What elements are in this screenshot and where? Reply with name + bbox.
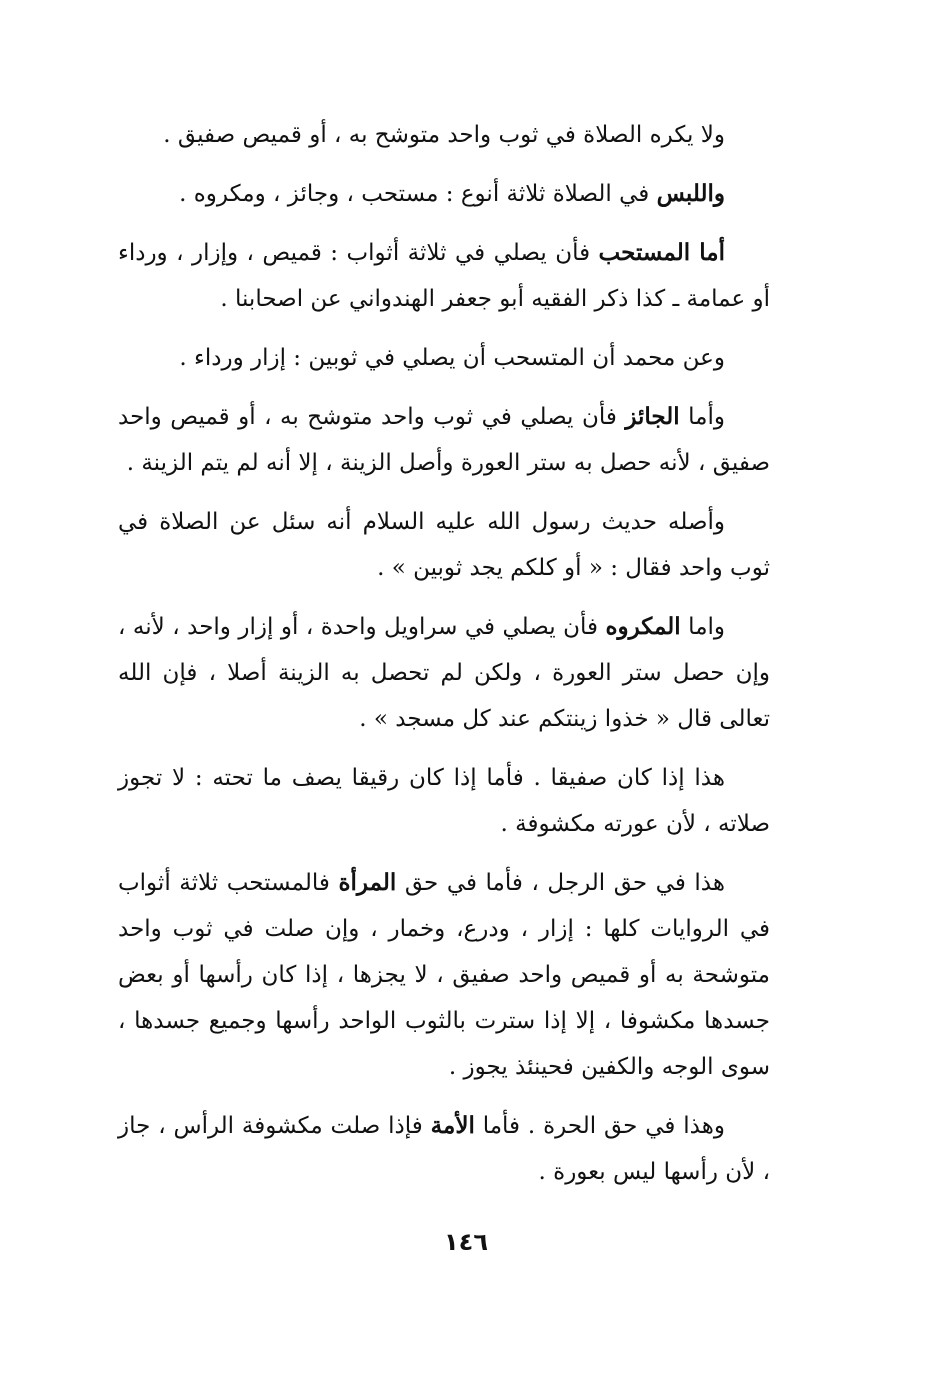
term-heading: واللبس [656,180,725,207]
paragraph-6: وأصله حديث رسول الله عليه السلام أنه سئل عن الصلاة في ثوب واحد فقال : « أو كلكم يجد ثوبين » . [118,509,770,581]
paragraph-9: هذا في حق الرجل ، فأما في حق المرأة فالمستحب ثلاثة أثواب في الروايات كلها : إزار ، ودرع، وخمار ، وإن صلت في ثوب واحد متوشحة به أو قميص واحد صفيق ، لا يجزها ، إذا كان رأسها أو بعض جسدها مكشوفا ، إلا إذا سترت بالثوب الواحد رأسها وجميع جسدها ، سوى الوجه والكفين فحينئذ يجوز . [118,869,770,1080]
term-heading: المكروه [605,613,681,640]
paragraph-10: وهذا في حق الحرة . فأما الأمة فإذا صلت مكشوفة الرأس ، جاز ، لأن رأسها ليس بعورة . [118,1112,770,1185]
paragraph-2: واللبس في الصلاة ثلاثة أنوع : مستحب ، وجائز ، ومكروه . [179,180,725,207]
term-heading: الجائز [625,403,680,430]
term-heading: الأمة [430,1112,475,1139]
paragraph-5: وأما الجائز فأن يصلي في ثوب واحد متوشح به ، أو قميص واحد صفيق ، لأنه حصل به ستر العورة وأصل الزينة ، إلا أنه لم يتم الزينة . [118,403,770,476]
paragraph-7: واما المكروه فأن يصلي في سراويل واحدة ، أو إزار واحد ، لأنه ، وإن حصل ستر العورة ، ولكن لم تحصل به الزينة أصلا ، فإن الله تعالى قال « خذوا زينتكم عند كل مسجد » . [118,613,770,732]
page-body [118,112,770,1208]
paragraph-4: وعن محمد أن المتسحب أن يصلي في ثوبين : إزار ورداء . [179,345,725,371]
term-heading: أما المستحب [598,239,726,266]
term-heading: المرأة [338,869,397,896]
paragraph-1: ولا يكره الصلاة في ثوب واحد متوشح به ، أو قميص صفيق . [163,122,725,148]
paragraph-8: هذا إذا كان صفيقا . فأما إذا كان رقيقا يصف ما تحته : لا تجوز صلاته ، لأن عورته مكشوفة . [118,765,770,837]
page-number: ١٤٦ [444,1228,488,1256]
paragraph-3: أما المستحب فأن يصلي في ثلاثة أثواب : قميص ، وإزار ، ورداء أو عمامة ـ كذا ذكر الفقيه أبو جعفر الهندواني عن اصحابنا . [118,239,770,312]
